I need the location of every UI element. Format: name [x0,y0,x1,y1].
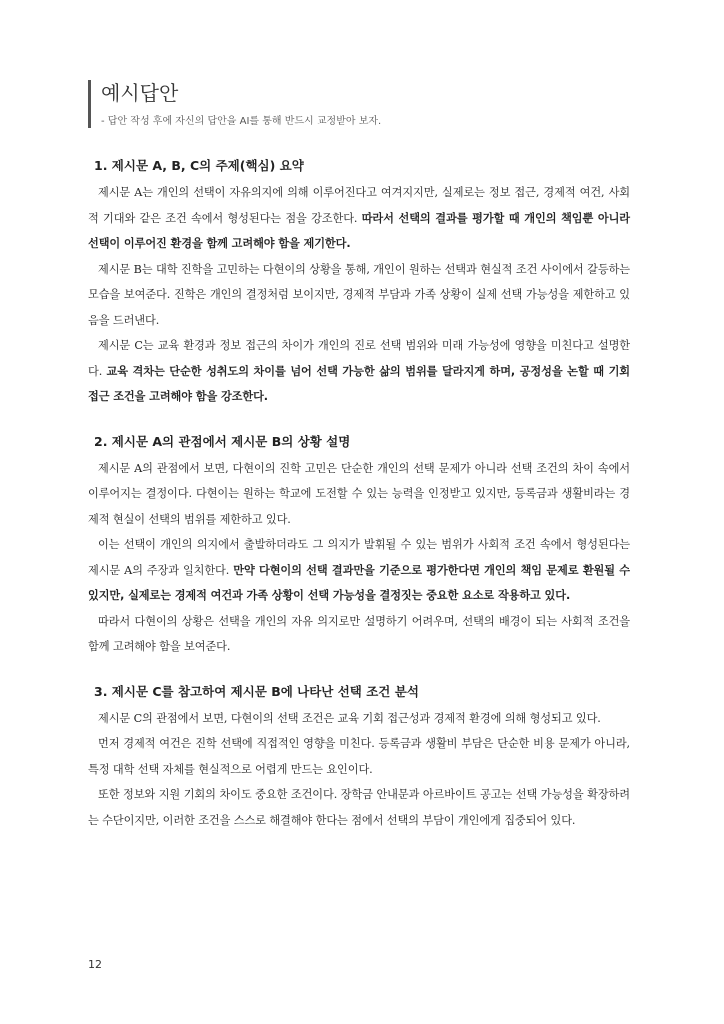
paragraph [88,180,630,257]
paragraph-text: 따라서 다현이의 상황은 선택을 개인의 자유 의지로만 설명하기 어려우며, 선택의 배경이 되는 사회적 조건을 함께 고려해야 함을 보여준다. [88,614,630,653]
paragraph-text: 또한 정보와 지원 기회의 차이도 중요한 조건이다. 장학금 안내문과 아르바이트 공고는 선택 가능성을 확장하려는 수단이지만, 이러한 조건을 스스로 해결해야 한다는 점에서 선택의 부담이 개인에게 집중되어 있다. [88,788,630,827]
paragraph [88,609,630,660]
paragraph-text: 제시문 A는 개인의 선택이 자유의지에 의해 이루어진다고 여겨지지만, 실제로는 정보 접근, 경제적 여건, 사회적 기대와 같은 조건 속에서 형성된다는 점을 강조한다. [88,186,630,225]
page-subtitle: - 답안 작성 후에 자신의 답안을 AI를 통해 반드시 교정받아 보자. [101,116,382,127]
paragraph-emphasis: 만약 다현이의 선택 결과만을 기준으로 평가한다면 개인의 책임 문제로 환원될 수 있지만, 실제로는 경제적 여건과 가족 상황이 선택 가능성을 결정짓는 중요한 요소로 작용하고 있다. [88,563,630,602]
answer-content [88,156,630,855]
paragraph-text: 제시문 C는 교육 환경과 정보 접근의 차이가 개인의 진로 선택 범위와 미래 가능성에 영향을 미친다고 설명한다. [88,339,630,378]
section-2 [88,432,630,660]
section-heading: 2. 제시문 A의 관점에서 제시문 B의 상황 설명 [94,433,351,449]
section-3 [88,682,630,834]
paragraph [88,731,630,782]
page-title: 예시답안 [101,81,179,105]
paragraph [88,333,630,410]
paragraph [88,532,630,609]
paragraph-text: 이는 선택이 개인의 의지에서 출발하더라도 그 의지가 발휘될 수 있는 범위가 사회적 조건 속에서 형성된다는 제시문 A의 주장과 일치한다. [88,538,630,577]
section-heading: 1. 제시문 A, B, C의 주제(핵심) 요약 [94,158,304,173]
paragraph [88,782,630,833]
paragraph-text: 제시문 A의 관점에서 보면, 다현이의 진학 고민은 단순한 개인의 선택 문제가 아니라 선택 조건의 차이 속에서 이루어지는 결정이다. 다현이는 원하는 학교에 도전할 수 있는 능력을 인정받고 있지만, 등록금과 생활비라는 경제적 현실이 선택의 범위를 제한하고 있다. [88,461,630,526]
section-1 [88,156,630,410]
title-block [88,80,381,128]
paragraph [88,257,630,334]
page-number: 12 [88,958,102,971]
paragraph [88,706,630,732]
paragraph [88,456,630,533]
section-heading: 3. 제시문 C를 참고하여 제시문 B에 나타난 선택 조건 분석 [94,683,419,699]
paragraph-emphasis: 따라서 선택의 결과를 평가할 때 개인의 책임뿐 아니라 선택이 이루어진 환경을 함께 고려해야 함을 제기한다. [88,211,631,250]
paragraph-text: 먼저 경제적 여건은 진학 선택에 직접적인 영향을 미친다. 등록금과 생활비 부담은 단순한 비용 문제가 아니라, 특정 대학 선택 자체를 현실적으로 어렵게 만드는 요인이다. [88,737,630,776]
paragraph-text: 제시문 C의 관점에서 보면, 다현이의 선택 조건은 교육 기회 접근성과 경제적 환경에 의해 형성되고 있다. [98,711,601,725]
paragraph-emphasis: 교육 격차는 단순한 성취도의 차이를 넘어 선택 가능한 삶의 범위를 달라지게 하며, 공정성을 논할 때 기회 접근 조건을 고려해야 함을 강조한다. [88,364,631,403]
paragraph-text: 제시문 B는 대학 진학을 고민하는 다현이의 상황을 통해, 개인이 원하는 선택과 현실적 조건 사이에서 갈등하는 모습을 보여준다. 진학은 개인의 결정처럼 보이지만, 경제적 부담과 가족 상황이 실제 선택 가능성을 제한하고 있음을 드러낸다. [88,262,630,327]
